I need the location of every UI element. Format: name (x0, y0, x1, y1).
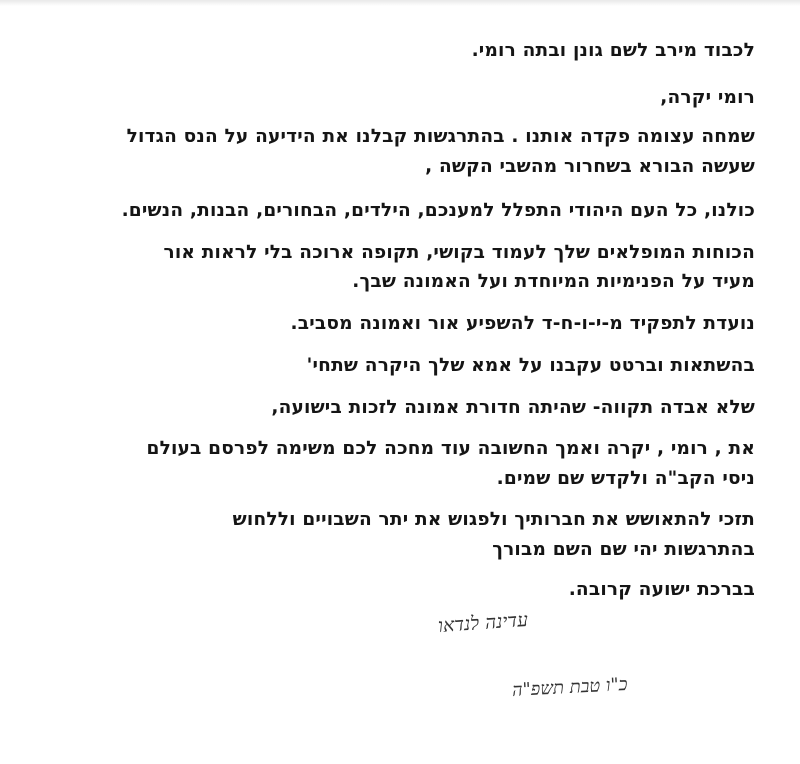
letter-line: את , רומי , יקרה ואמך החשובה עוד מחכה לכם משימה לפרסם בעולם (146, 438, 755, 459)
letter-salutation: לכבוד מירב לשם גונן ובתה רומי. (471, 40, 755, 61)
letter-line: מעיד על הפנימיות המיוחדת ועל האמונה שבך. (352, 271, 755, 292)
letter-line: שמחה עצומה פקדה אותנו . בהתרגשות קבלנו את הידיעה על הנס הגדול (126, 126, 755, 147)
letter-line: נועדת לתפקיד מ-י-ו-ח-ד להשפיע אור ואמונה מסביב. (290, 313, 755, 334)
letter-greeting: רומי יקרה, (660, 87, 755, 108)
letter-line: כולנו, כל העם היהודי התפלל למענכם, הילדים, הבחורים, הבנות, הנשים. (121, 200, 755, 221)
letter-line: שעשה הבורא בשחרור מהשבי הקשה , (425, 156, 755, 177)
letter-line: ניסי הקב"ה ולקדש שם שמים. (496, 468, 755, 489)
handwritten-date: כ"ו טבת תשפ"ה (511, 673, 629, 702)
scan-edge (0, 0, 800, 6)
handwritten-signature: עדינה לנדאו (437, 608, 529, 638)
letter-line: בהתרגשות יהי שם השם מבורך (492, 539, 755, 560)
letter-line: הכוחות המופלאים שלך לעמוד בקושי, תקופה ארוכה בלי לראות אור (163, 242, 755, 263)
letter-closing: בברכת ישועה קרובה. (568, 579, 755, 600)
letter-line: בהשתאות וברטט עקבנו על אמא שלך היקרה שתחי' (306, 355, 755, 376)
letter-line: שלא אבדה תקווה- שהיתה חדורת אמונה לזכות בישועה, (271, 397, 755, 418)
letter-line: תזכי להתאושש את חברותיך ולפגוש את יתר השבויים וללחוש (232, 509, 755, 530)
